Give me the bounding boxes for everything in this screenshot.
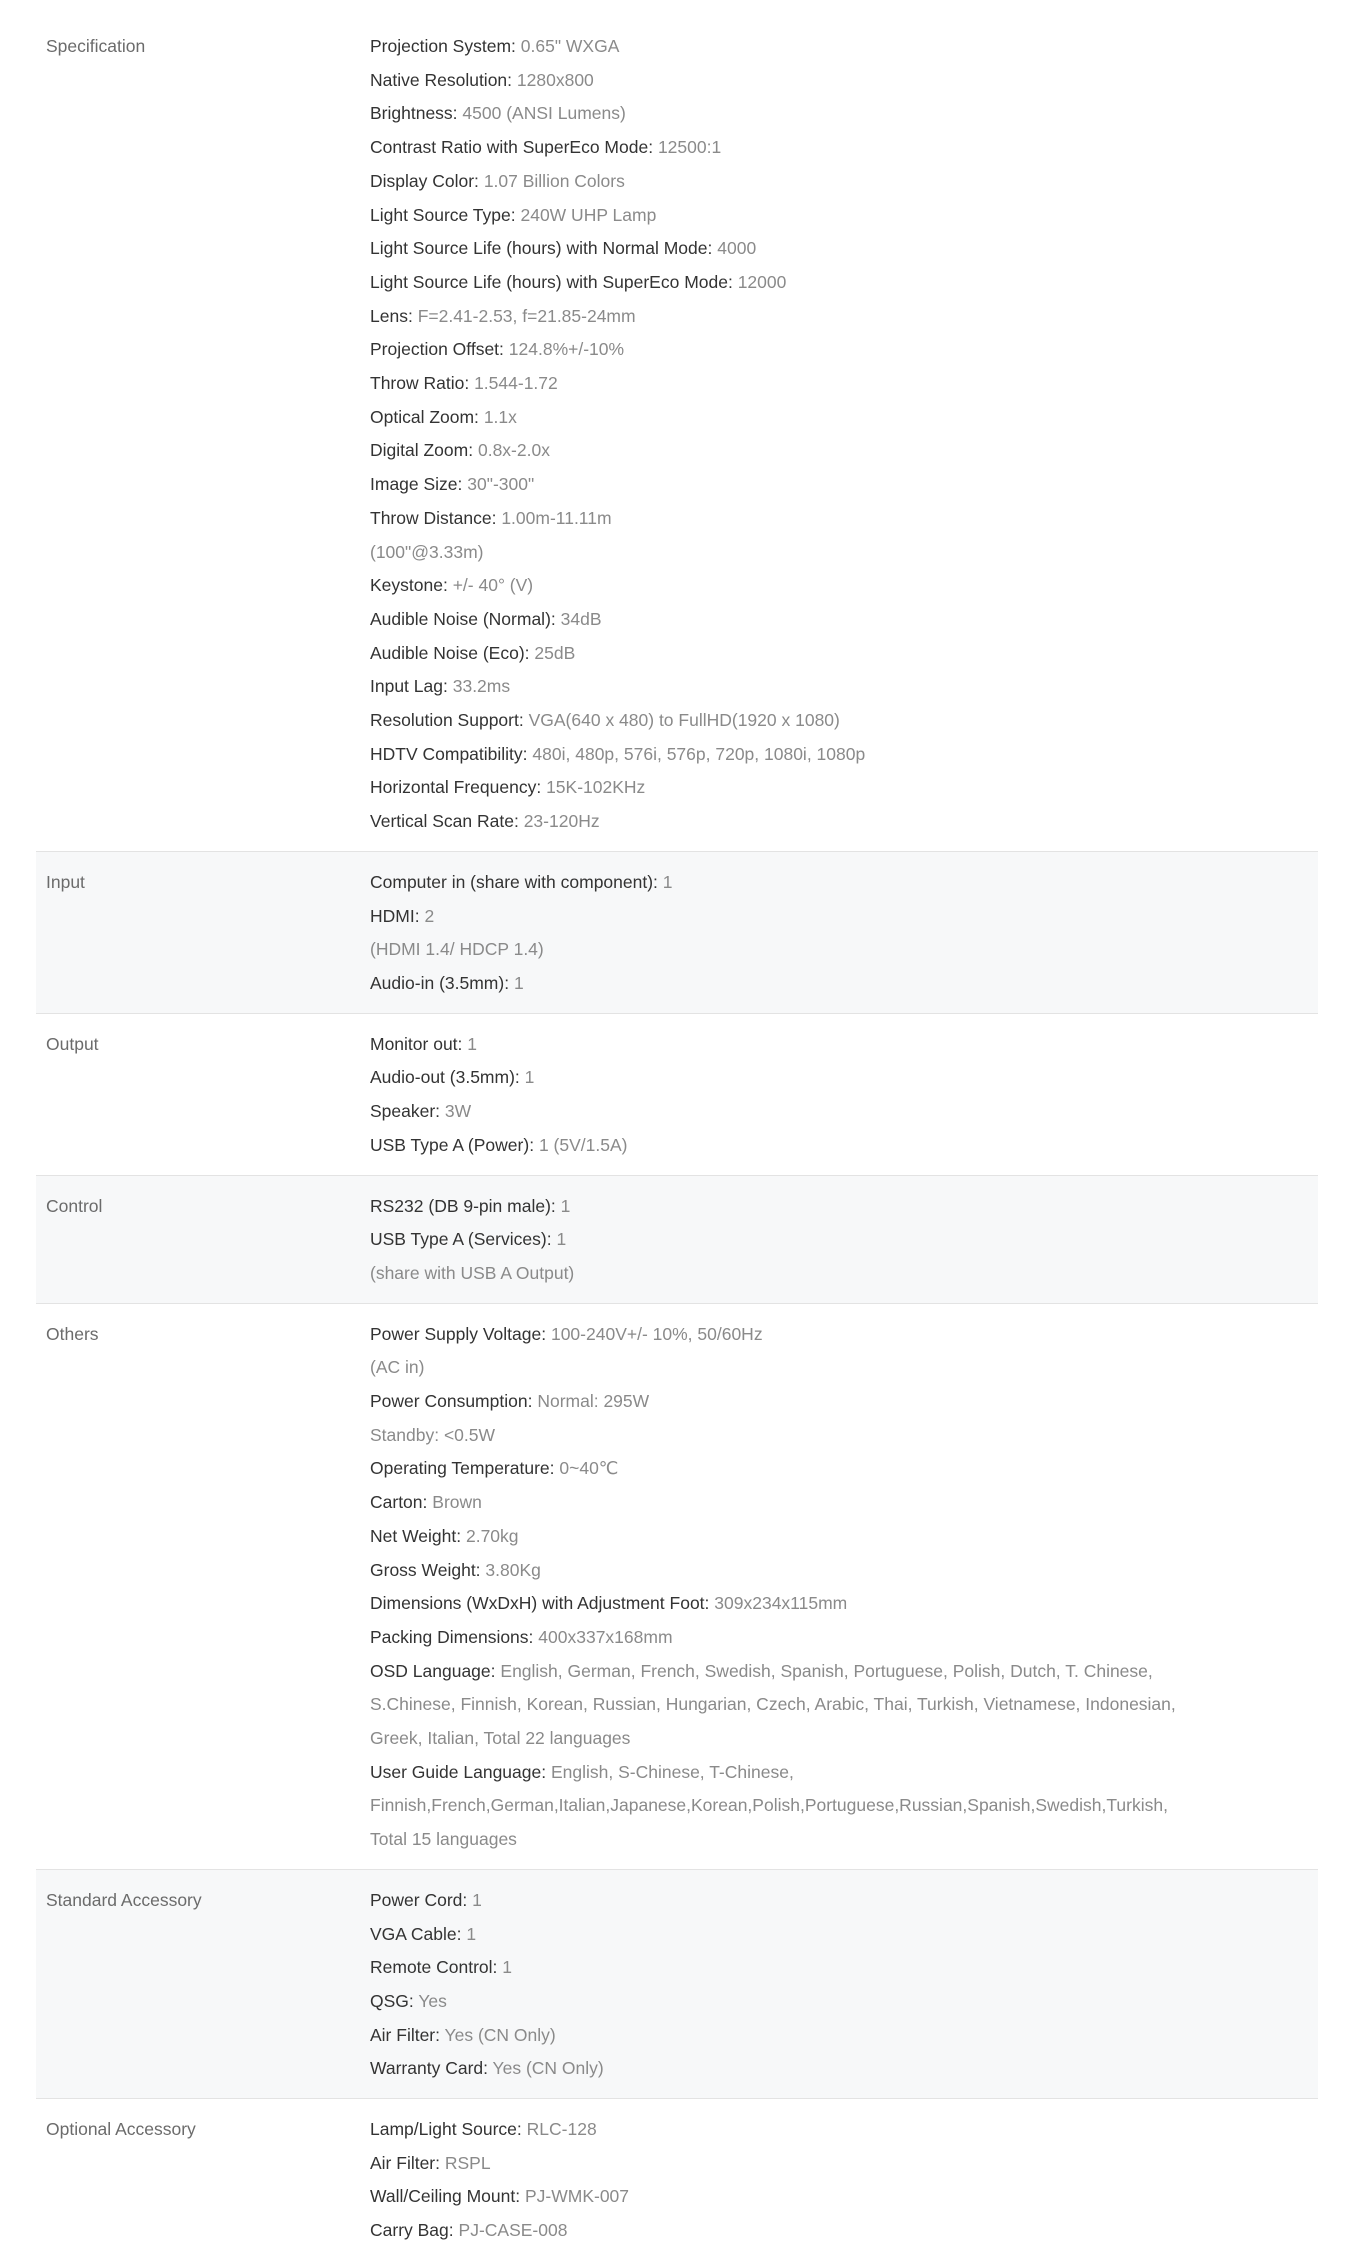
section-rows	[370, 866, 1318, 1001]
spec-key: Carry Bag:	[370, 2220, 454, 2241]
spec-key: VGA Cable:	[370, 1923, 462, 1944]
spec-row	[370, 1095, 1318, 1129]
spec-row	[370, 900, 1318, 934]
spec-key: Warranty Card:	[370, 2058, 488, 2079]
spec-section	[36, 1014, 1318, 1176]
spec-row	[370, 367, 1318, 401]
spec-value: RLC-128	[526, 2119, 597, 2140]
spec-key: Audible Noise (Eco):	[370, 642, 530, 663]
spec-key: Projection Offset:	[370, 339, 504, 360]
spec-value: 33.2ms	[452, 676, 511, 697]
spec-key: Lamp/Light Source:	[370, 2119, 522, 2140]
spec-value: Standby: <0.5W	[370, 1424, 496, 1445]
spec-section	[36, 852, 1318, 1014]
spec-value: 1	[502, 1957, 513, 1978]
spec-row	[370, 2147, 1318, 2181]
spec-value: 15K-102KHz	[546, 777, 646, 798]
spec-value: 3W	[444, 1101, 472, 1122]
spec-row	[370, 1587, 1318, 1621]
spec-value: 3.80Kg	[485, 1559, 541, 1580]
spec-row	[370, 704, 1318, 738]
spec-table	[36, 18, 1318, 2260]
spec-value: 1.07 Billion Colors	[483, 170, 625, 191]
spec-value: 1 (5V/1.5A)	[538, 1134, 628, 1155]
spec-key: Light Source Life (hours) with SuperEco Mode:	[370, 271, 733, 292]
spec-row	[370, 401, 1318, 435]
spec-key: HDTV Compatibility:	[370, 743, 528, 764]
spec-row	[370, 1884, 1318, 1918]
spec-row	[370, 1223, 1318, 1257]
section-label: Output	[46, 1033, 99, 1054]
spec-row	[370, 64, 1318, 98]
spec-key: Monitor out:	[370, 1033, 463, 1054]
spec-value: 1.544-1.72	[474, 373, 558, 394]
spec-row	[370, 2052, 1318, 2086]
spec-value: 1.00m-11.11m	[501, 507, 612, 528]
spec-key: Carton:	[370, 1492, 428, 1513]
spec-row	[370, 2180, 1318, 2214]
spec-value: 1	[524, 1067, 535, 1088]
spec-key: Power Cord:	[370, 1889, 468, 1910]
spec-key: RS232 (DB 9-pin male):	[370, 1195, 556, 1216]
spec-row	[370, 1554, 1318, 1588]
spec-row	[370, 1918, 1318, 1952]
spec-row	[370, 1655, 1190, 1756]
spec-key: HDMI:	[370, 905, 420, 926]
spec-row	[370, 1351, 1318, 1385]
spec-row	[370, 805, 1318, 839]
spec-row	[370, 866, 1318, 900]
spec-key: Operating Temperature:	[370, 1458, 555, 1479]
spec-section	[36, 18, 1318, 852]
spec-key: OSD Language:	[370, 1660, 496, 1681]
spec-row	[370, 300, 1318, 334]
spec-key: Projection System:	[370, 36, 516, 56]
spec-value: 0.8x-2.0x	[477, 440, 550, 461]
spec-key: Gross Weight:	[370, 1559, 481, 1580]
spec-key: Vertical Scan Rate:	[370, 811, 519, 832]
spec-value: Normal: 295W	[537, 1391, 650, 1412]
section-rows	[370, 1884, 1318, 2086]
spec-key: Digital Zoom:	[370, 440, 474, 461]
spec-row	[370, 933, 1318, 967]
spec-key: Resolution Support:	[370, 710, 524, 731]
spec-row	[370, 670, 1318, 704]
spec-row	[370, 502, 1318, 536]
spec-key: Air Filter:	[370, 2152, 440, 2173]
section-label: Standard Accessory	[46, 1889, 202, 1910]
spec-row	[370, 1756, 1190, 1857]
spec-key: USB Type A (Services):	[370, 1229, 552, 1250]
spec-key: Throw Distance:	[370, 507, 497, 528]
spec-value: +/- 40° (V)	[452, 575, 534, 596]
spec-value: 2.70kg	[465, 1525, 519, 1546]
section-rows	[370, 30, 1318, 839]
spec-key: Power Consumption:	[370, 1391, 533, 1412]
spec-value: 25dB	[534, 642, 576, 663]
spec-value: 34dB	[560, 608, 602, 629]
spec-value: 12500:1	[657, 137, 722, 158]
spec-row	[370, 1985, 1318, 2019]
spec-value: 1280x800	[516, 69, 594, 90]
spec-value: VGA(640 x 480) to FullHD(1920 x 1080)	[528, 710, 840, 731]
spec-row	[370, 1318, 1318, 1352]
spec-value: 1	[466, 1923, 477, 1944]
spec-section	[36, 1870, 1318, 2099]
spec-value: (share with USB A Output)	[370, 1262, 575, 1283]
section-rows	[370, 1190, 1318, 1291]
spec-key: Light Source Life (hours) with Normal Mode:	[370, 238, 713, 259]
spec-row	[370, 1190, 1318, 1224]
spec-key: Power Supply Voltage:	[370, 1323, 547, 1344]
spec-row	[370, 1385, 1318, 1419]
spec-value: Yes (CN Only)	[444, 2024, 556, 2045]
spec-value: Yes	[418, 1990, 447, 2011]
spec-key: Air Filter:	[370, 2024, 440, 2045]
spec-row	[370, 771, 1318, 805]
spec-value: RSPL	[444, 2152, 491, 2173]
spec-value: 30"-300"	[467, 474, 535, 495]
spec-value: F=2.41-2.53, f=21.85-24mm	[417, 305, 636, 326]
spec-value: 1	[560, 1195, 571, 1216]
spec-row	[370, 1028, 1318, 1062]
spec-key: Dimensions (WxDxH) with Adjustment Foot:	[370, 1593, 710, 1614]
spec-row	[370, 967, 1318, 1001]
section-rows	[370, 1028, 1318, 1163]
spec-row	[370, 637, 1318, 671]
spec-value: 240W UHP Lamp	[520, 204, 657, 225]
spec-row	[370, 468, 1318, 502]
spec-row	[370, 1419, 1318, 1453]
spec-value: 0.65" WXGA	[520, 36, 620, 56]
spec-key: Native Resolution:	[370, 69, 513, 90]
spec-value: PJ-CASE-008	[458, 2220, 568, 2241]
spec-row	[370, 97, 1318, 131]
spec-value: 4500 (ANSI Lumens)	[462, 103, 626, 124]
spec-row	[370, 1257, 1318, 1291]
spec-key: Input Lag:	[370, 676, 448, 697]
spec-key: Audible Noise (Normal):	[370, 608, 556, 629]
spec-key: Speaker:	[370, 1101, 441, 1122]
spec-value: 1	[556, 1229, 567, 1250]
spec-value: Yes (CN Only)	[492, 2058, 604, 2079]
spec-value: Brown	[432, 1492, 482, 1513]
spec-section	[36, 2099, 1318, 2260]
section-label: Control	[46, 1195, 103, 1216]
spec-row	[370, 266, 1318, 300]
spec-row	[370, 2214, 1318, 2248]
spec-value: 400x337x168mm	[538, 1626, 673, 1647]
spec-row	[370, 199, 1318, 233]
spec-section	[36, 1304, 1318, 1870]
spec-value: 309x234x115mm	[714, 1593, 848, 1614]
spec-key: Remote Control:	[370, 1957, 498, 1978]
spec-value: 23-120Hz	[523, 811, 600, 832]
spec-key: Display Color:	[370, 170, 479, 191]
spec-key: Throw Ratio:	[370, 373, 470, 394]
spec-row	[370, 232, 1318, 266]
section-label: Others	[46, 1323, 99, 1344]
spec-value: 1	[662, 871, 673, 892]
spec-key: USB Type A (Power):	[370, 1134, 535, 1155]
spec-key: Lens:	[370, 305, 413, 326]
spec-row	[370, 131, 1318, 165]
spec-value: 2	[424, 905, 435, 926]
spec-key: Horizontal Frequency:	[370, 777, 542, 798]
spec-value: (AC in)	[370, 1357, 425, 1378]
spec-value: 0~40℃	[559, 1458, 619, 1479]
spec-row	[370, 1452, 1318, 1486]
spec-section	[36, 1176, 1318, 1304]
spec-key: Contrast Ratio with SuperEco Mode:	[370, 137, 654, 158]
spec-value: 4000	[717, 238, 757, 259]
section-label: Input	[46, 871, 85, 892]
spec-row	[370, 1486, 1318, 1520]
spec-row	[370, 569, 1318, 603]
spec-key: Light Source Type:	[370, 204, 516, 225]
spec-key: Image Size:	[370, 474, 463, 495]
spec-key: Optical Zoom:	[370, 406, 479, 427]
spec-row	[370, 1520, 1318, 1554]
spec-value: 124.8%+/-10%	[508, 339, 625, 360]
spec-key: User Guide Language:	[370, 1761, 547, 1782]
spec-key: Packing Dimensions:	[370, 1626, 534, 1647]
spec-row	[370, 165, 1318, 199]
spec-key: Keystone:	[370, 575, 448, 596]
spec-value: (HDMI 1.4/ HDCP 1.4)	[370, 939, 544, 960]
spec-row	[370, 738, 1318, 772]
spec-key: Audio-in (3.5mm):	[370, 972, 510, 993]
spec-key: Audio-out (3.5mm):	[370, 1067, 520, 1088]
spec-row	[370, 434, 1318, 468]
section-rows	[370, 2113, 1318, 2248]
spec-value: PJ-WMK-007	[524, 2186, 630, 2207]
section-rows	[370, 1318, 1318, 1857]
spec-row	[370, 333, 1318, 367]
spec-row	[370, 1129, 1318, 1163]
spec-row	[370, 536, 1318, 570]
spec-value: (100"@3.33m)	[370, 541, 484, 562]
spec-row	[370, 1621, 1318, 1655]
spec-key: Wall/Ceiling Mount:	[370, 2186, 521, 2207]
spec-key: QSG:	[370, 1990, 414, 2011]
spec-row	[370, 1951, 1318, 1985]
spec-value: 480i, 480p, 576i, 576p, 720p, 1080i, 1080p	[532, 743, 866, 764]
spec-row	[370, 603, 1318, 637]
spec-row	[370, 1061, 1318, 1095]
spec-key: Net Weight:	[370, 1525, 462, 1546]
spec-value: 1.1x	[483, 406, 517, 427]
spec-key: Brightness:	[370, 103, 458, 124]
section-label: Optional Accessory	[46, 2119, 196, 2140]
spec-value: 100-240V+/- 10%, 50/60Hz	[550, 1323, 763, 1344]
spec-value: 1	[472, 1889, 482, 1910]
spec-value: 12000	[737, 271, 787, 292]
spec-value: 1	[513, 972, 524, 993]
spec-value: English, German, French, Swedish, Spanish, Portuguese, Polish, Dutch, T. Chinese, S.Chinese, Finnish, Korean, Russian, Hungarian, Czech, Arabic, Thai, Turkish, Vietnamese, Indonesian, Greek, Italian, Total 22 languages	[370, 1660, 1176, 1749]
spec-key: Computer in (share with component):	[370, 871, 658, 892]
spec-row	[370, 2019, 1318, 2053]
spec-row	[370, 2113, 1318, 2147]
spec-row	[370, 30, 1318, 64]
spec-value: 1	[467, 1033, 478, 1054]
section-label: Specification	[46, 36, 146, 56]
spec-value: English, S-Chinese, T-Chinese, Finnish,French,German,Italian,Japanese,Korean,Polish,Portuguese,Russian,Spanish,Swedish,Turkish, Total 15 languages	[370, 1761, 1168, 1850]
